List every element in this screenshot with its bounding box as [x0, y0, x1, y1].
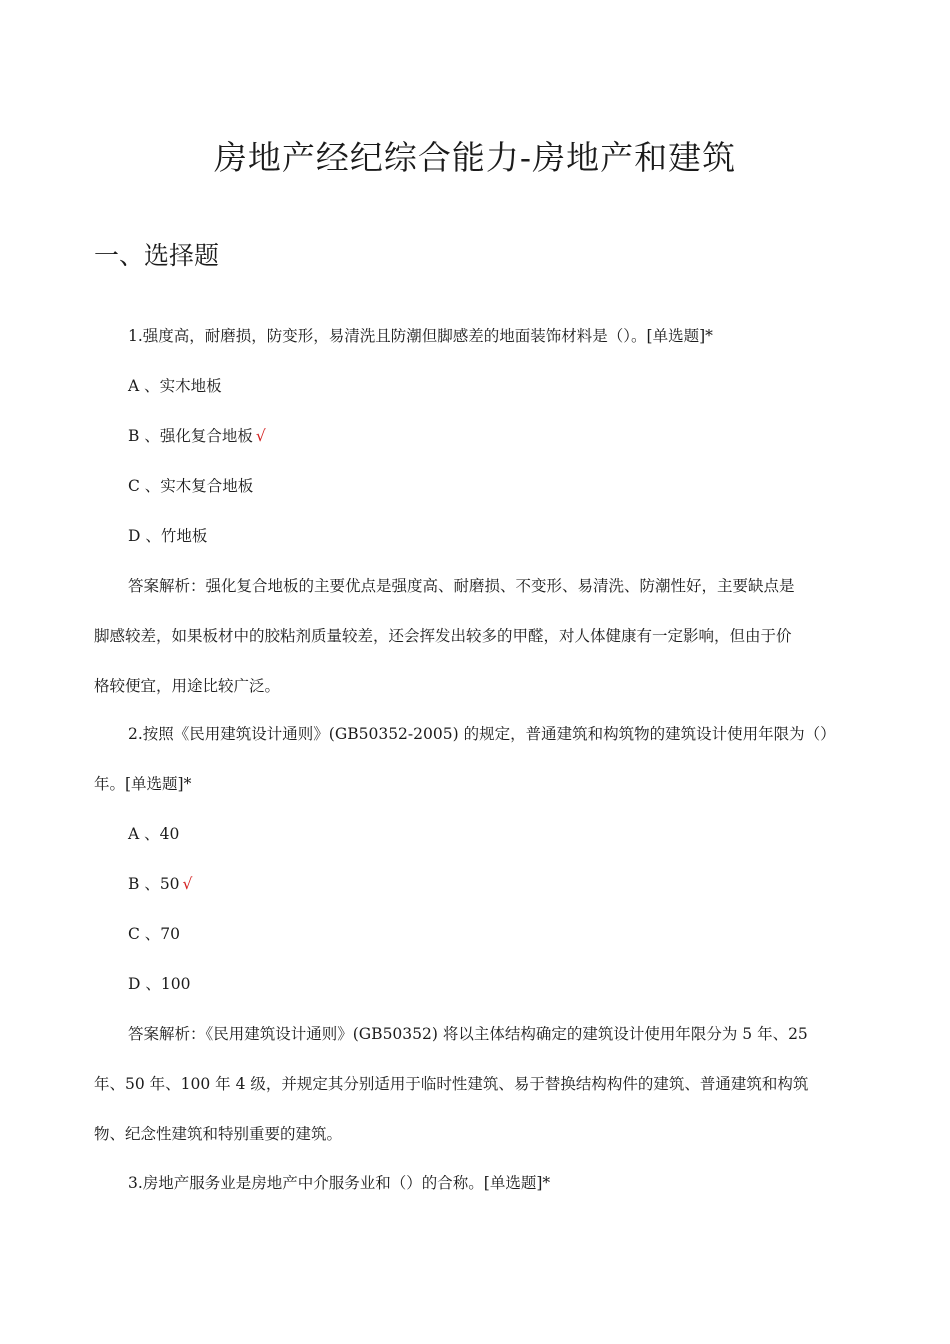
question-2-explanation-line: 答案解析：《民用建筑设计通则》(GB50352) 将以主体结构确定的建筑设计使用年限分为 5 年、25 [128, 1025, 808, 1043]
question-1-explanation-line: 格较便宜，用途比较广泛。 [94, 677, 281, 695]
question-2-stem-line: 2.按照《民用建筑设计通则》(GB50352-2005) 的规定，普通建筑和构筑物的建筑设计使用年限为（） [128, 725, 836, 743]
correct-check-icon: √ [182, 875, 193, 893]
correct-check-icon: √ [255, 427, 266, 445]
option-label: C 、70 [128, 925, 181, 943]
question-1-option-b [128, 424, 266, 448]
question-2-option-b [128, 872, 192, 896]
question-1-stem: 1.强度高，耐磨损，防变形，易清洗且防潮但脚感差的地面装饰材料是（）。[单选题]* [128, 327, 713, 345]
page-title: 房地产经纪综合能力-房地产和建筑 [213, 138, 737, 177]
option-label: D 、100 [128, 975, 191, 993]
question-2-explanation-line: 年、50 年、100 年 4 级，并规定其分别适用于临时性建筑、易于替换结构构件的建筑、普通建筑和构筑 [94, 1075, 809, 1093]
question-2-option-d [128, 972, 190, 996]
option-label: B 、强化复合地板 [128, 427, 253, 445]
question-1-explanation-line: 答案解析：强化复合地板的主要优点是强度高、耐磨损、不变形、易清洗、防潮性好，主要缺点是 [128, 577, 795, 595]
option-label: C 、实木复合地板 [128, 477, 254, 495]
option-label: A 、40 [128, 825, 180, 843]
option-label: D 、竹地板 [128, 527, 208, 545]
option-label: A 、实木地板 [128, 377, 222, 395]
question-2-option-c [128, 922, 180, 946]
question-2-explanation-line: 物、纪念性建筑和特别重要的建筑。 [94, 1125, 343, 1143]
question-1-option-c [128, 474, 253, 498]
question-3-stem: 3.房地产服务业是房地产中介服务业和（）的合称。[单选题]* [128, 1174, 551, 1192]
question-1-option-a [128, 374, 222, 398]
option-label: B 、50 [128, 875, 180, 893]
question-2-stem-line: 年。[单选题]* [94, 775, 192, 793]
question-1-option-d [128, 524, 207, 548]
section-heading: 一、选择题 [94, 241, 220, 270]
question-2-option-a [128, 822, 179, 846]
question-1-explanation-line: 脚感较差，如果板材中的胶粘剂质量较差，还会挥发出较多的甲醛，对人体健康有一定影响，但由于价 [94, 627, 792, 645]
